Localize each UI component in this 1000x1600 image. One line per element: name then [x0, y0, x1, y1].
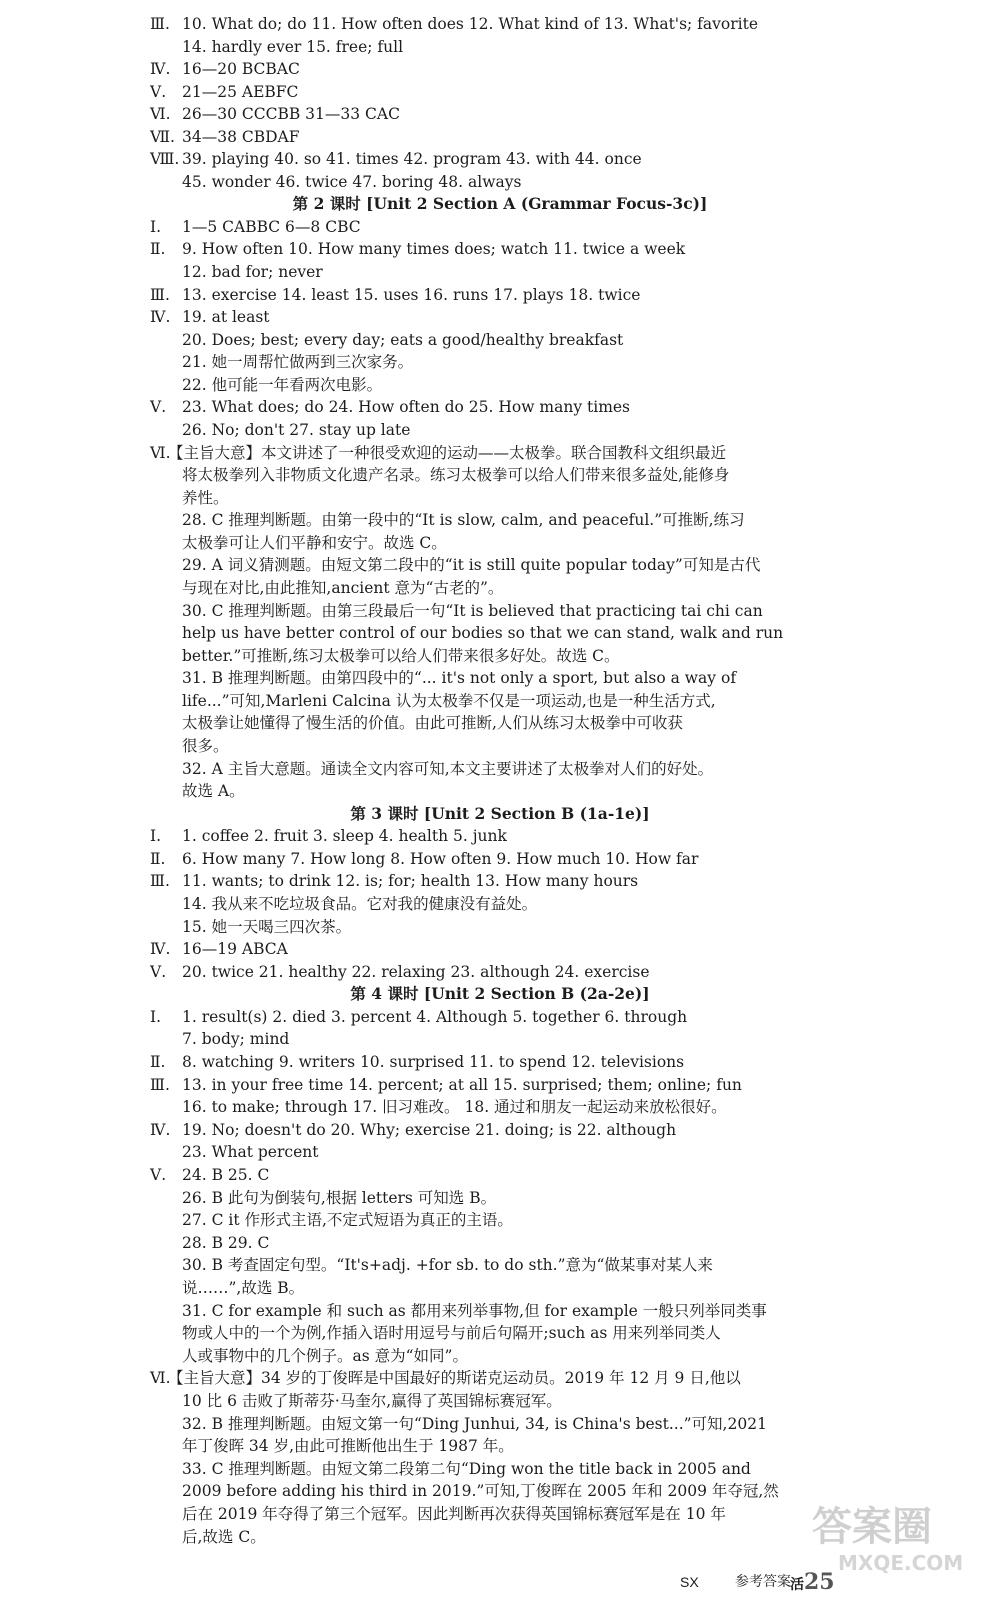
answer-text: 19. at least	[182, 308, 270, 326]
answer-text: 【主旨大意】本文讲述了一种很受欢迎的运动——太极拳。联合国教科文组织最近	[168, 444, 727, 462]
answer-text: 16—19 ABCA	[182, 940, 288, 958]
lesson-heading: 第 3 课时 [Unit 2 Section B (1a-1e)]	[350, 804, 650, 823]
section-numeral: Ⅲ.	[150, 1076, 170, 1094]
answer-text: 24. B 25. C	[182, 1166, 270, 1184]
answer-text: 物或人中的一个为例,作插入语时用逗号与前后句隔开;such as 用来列举同类人	[182, 1324, 721, 1342]
section-numeral: Ⅵ.	[150, 1369, 171, 1387]
answer-text: 将太极拳列入非物质文化遗产名录。练习太极拳可以给人们带来很多益处,能修身	[182, 466, 730, 484]
answer-text: 故选 A。	[182, 782, 245, 800]
answer-text: 16—20 BCBAC	[182, 60, 300, 78]
answer-text: 31. C for example 和 such as 都用来列举事物,但 for example 一般只列举同类事	[182, 1302, 767, 1320]
answer-text: 26—30 CCCBB 31—33 CAC	[182, 105, 400, 123]
section-numeral: Ⅱ.	[150, 1053, 166, 1071]
section-numeral: Ⅵ.	[150, 444, 171, 462]
answer-text: 后,故选 C。	[182, 1528, 266, 1546]
footer-code: SX	[680, 1574, 699, 1590]
answer-text: 19. No; doesn't do 20. Why; exercise 21. doing; is 22. although	[182, 1121, 677, 1139]
section-numeral: Ⅳ.	[150, 60, 171, 78]
section-numeral: Ⅴ.	[150, 1166, 167, 1184]
answer-text: help us have better control of our bodies so that we can stand, walk and run	[182, 624, 784, 642]
answer-text: 养性。	[182, 489, 229, 507]
answer-text: 20. twice 21. healthy 22. relaxing 23. although 24. exercise	[182, 963, 650, 981]
answer-text: 1. result(s) 2. died 3. percent 4. Although 5. together 6. through	[182, 1008, 688, 1026]
answer-text: better.”可推断,练习太极拳可以给人们带来很多好处。故选 C。	[182, 647, 620, 665]
answer-text: 13. in your free time 14. percent; at all 15. surprised; them; online; fun	[182, 1076, 742, 1094]
answer-text: 32. A 主旨大意题。通读全文内容可知,本文主要讲述了太极拳对人们的好处。	[182, 760, 714, 778]
answer-text: 2009 before adding his third in 2019.”可知,丁俊晖在 2005 年和 2009 年夺冠,然	[182, 1482, 779, 1500]
answer-text: 【主旨大意】34 岁的丁俊晖是中国最好的斯诺克运动员。2019 年 12 月 9 日,他以	[168, 1369, 741, 1387]
lesson-heading: 第 2 课时 [Unit 2 Section A (Grammar Focus-3c)]	[292, 194, 708, 213]
section-numeral: Ⅵ.	[150, 105, 171, 123]
section-numeral: Ⅰ.	[150, 827, 162, 845]
answer-text: 6. How many 7. How long 8. How often 9. How much 10. How far	[182, 850, 699, 868]
answer-text: 与现在对比,由此推知,ancient 意为“古老的”。	[182, 579, 504, 597]
section-numeral: Ⅲ.	[150, 15, 170, 33]
answer-text: 34—38 CBDAF	[182, 128, 300, 146]
answer-text: 14. 我从来不吃垃圾食品。它对我的健康没有益处。	[182, 895, 538, 913]
answer-text: 很多。	[182, 737, 229, 755]
section-numeral: Ⅰ.	[150, 218, 162, 236]
answer-text: 45. wonder 46. twice 47. boring 48. always	[182, 173, 522, 191]
answer-text: 27. C it 作形式主语,不定式短语为真正的主语。	[182, 1211, 513, 1229]
section-numeral: Ⅷ.	[150, 150, 180, 168]
answer-text: 14. hardly ever 15. free; full	[182, 38, 404, 56]
answer-text: life...”可知,Marleni Calcina 认为太极拳不仅是一项运动,也是一种生活方式,	[182, 692, 716, 710]
answer-text: 7. body; mind	[182, 1030, 290, 1048]
answer-text: 28. C 推理判断题。由第一段中的“It is slow, calm, and peaceful.”可推断,练习	[182, 511, 745, 529]
answer-text: 39. playing 40. so 41. times 42. program 43. with 44. once	[182, 150, 642, 168]
answer-text: 9. How often 10. How many times does; watch 11. twice a week	[182, 240, 686, 258]
section-numeral: Ⅱ.	[150, 850, 166, 868]
answer-text: 后在 2019 年夺得了第三个冠军。因此判断再次获得英国锦标赛冠军是在 10 年	[182, 1505, 726, 1523]
answer-text: 太极拳让她懂得了慢生活的价值。由此可推断,人们从练习太极拳中可收获	[182, 714, 683, 732]
answer-text: 23. What does; do 24. How often do 25. How many times	[182, 398, 631, 416]
answer-text: 10. What do; do 11. How often does 12. What kind of 13. What's; favorite	[182, 15, 759, 33]
section-numeral: Ⅰ.	[150, 1008, 162, 1026]
watermark-url: MXQE.COM	[838, 1551, 964, 1575]
answer-text: 28. B 29. C	[182, 1234, 270, 1252]
answer-text: 11. wants; to drink 12. is; for; health 13. How many hours	[182, 872, 639, 890]
answer-text: 32. B 推理判断题。由短文第一句“Ding Junhui, 34, is China's best...”可知,2021	[182, 1415, 767, 1433]
section-numeral: Ⅶ.	[150, 128, 175, 146]
answer-text: 1—5 CABBC 6—8 CBC	[182, 218, 361, 236]
footer-label: 参考答案	[735, 1574, 791, 1590]
answer-text: 10 比 6 击败了斯蒂芬·马奎尔,赢得了英国锦标赛冠军。	[182, 1392, 562, 1410]
answer-text: 22. 他可能一年看两次电影。	[182, 376, 383, 394]
section-numeral: Ⅲ.	[150, 872, 170, 890]
answer-text: 年丁俊晖 34 岁,由此可推断他出生于 1987 年。	[182, 1437, 514, 1455]
answer-text: 15. 她一天喝三四次茶。	[182, 918, 352, 936]
section-numeral: Ⅴ.	[150, 963, 167, 981]
answer-text: 1. coffee 2. fruit 3. sleep 4. health 5. junk	[182, 827, 507, 845]
answer-text: 26. No; don't 27. stay up late	[182, 421, 411, 439]
answer-text: 21. 她一周帮忙做两到三次家务。	[182, 353, 414, 371]
page-num: 25	[804, 1569, 835, 1595]
answer-text: 说……”,故选 B。	[182, 1279, 305, 1297]
watermark-logo	[808, 1496, 983, 1576]
section-numeral: Ⅱ.	[150, 240, 166, 258]
answer-text: 31. B 推理判断题。由第四段中的“... it's not only a sport, but also a way of	[182, 669, 737, 687]
answer-text: 30. C 推理判断题。由第三段最后一句“It is believed that practicing tai chi can	[182, 602, 763, 620]
section-numeral: Ⅴ.	[150, 83, 167, 101]
answer-text: 30. B 考查固定句型。“It's+adj. +for sb. to do sth.”意为“做某事对某人来	[182, 1256, 713, 1274]
answer-text: 12. bad for; never	[182, 263, 323, 281]
section-numeral: Ⅳ.	[150, 308, 171, 326]
section-numeral: Ⅲ.	[150, 286, 170, 304]
section-numeral: Ⅴ.	[150, 398, 167, 416]
answer-text: 人或事物中的几个例子。as 意为“如同”。	[182, 1347, 468, 1365]
answer-text: 16. to make; through 17. 旧习难改。 18. 通过和朋友一起运动来放松很好。	[182, 1098, 727, 1116]
page-prefix: 活	[790, 1577, 804, 1593]
lesson-heading: 第 4 课时 [Unit 2 Section B (2a-2e)]	[350, 984, 650, 1003]
answer-text: 13. exercise 14. least 15. uses 16. runs 17. plays 18. twice	[182, 286, 641, 304]
answer-text: 太极拳可让人们平静和安宁。故选 C。	[182, 534, 447, 552]
answer-text: 26. B 此句为倒装句,根据 letters 可知选 B。	[182, 1189, 497, 1207]
answer-text: 23. What percent	[182, 1143, 319, 1161]
section-numeral: Ⅳ.	[150, 1121, 171, 1139]
answer-text: 33. C 推理判断题。由短文第二段第二句“Ding won the title back in 2005 and	[182, 1460, 751, 1478]
watermark-text: 答案圈	[812, 1504, 932, 1550]
section-numeral: Ⅳ.	[150, 940, 171, 958]
answer-text: 21—25 AEBFC	[182, 83, 299, 101]
answer-text: 20. Does; best; every day; eats a good/healthy breakfast	[182, 331, 624, 349]
answer-text: 8. watching 9. writers 10. surprised 11. to spend 12. televisions	[182, 1053, 685, 1071]
answer-text: 29. A 词义猜测题。由短文第二段中的“it is still quite popular today”可知是古代	[182, 556, 761, 574]
